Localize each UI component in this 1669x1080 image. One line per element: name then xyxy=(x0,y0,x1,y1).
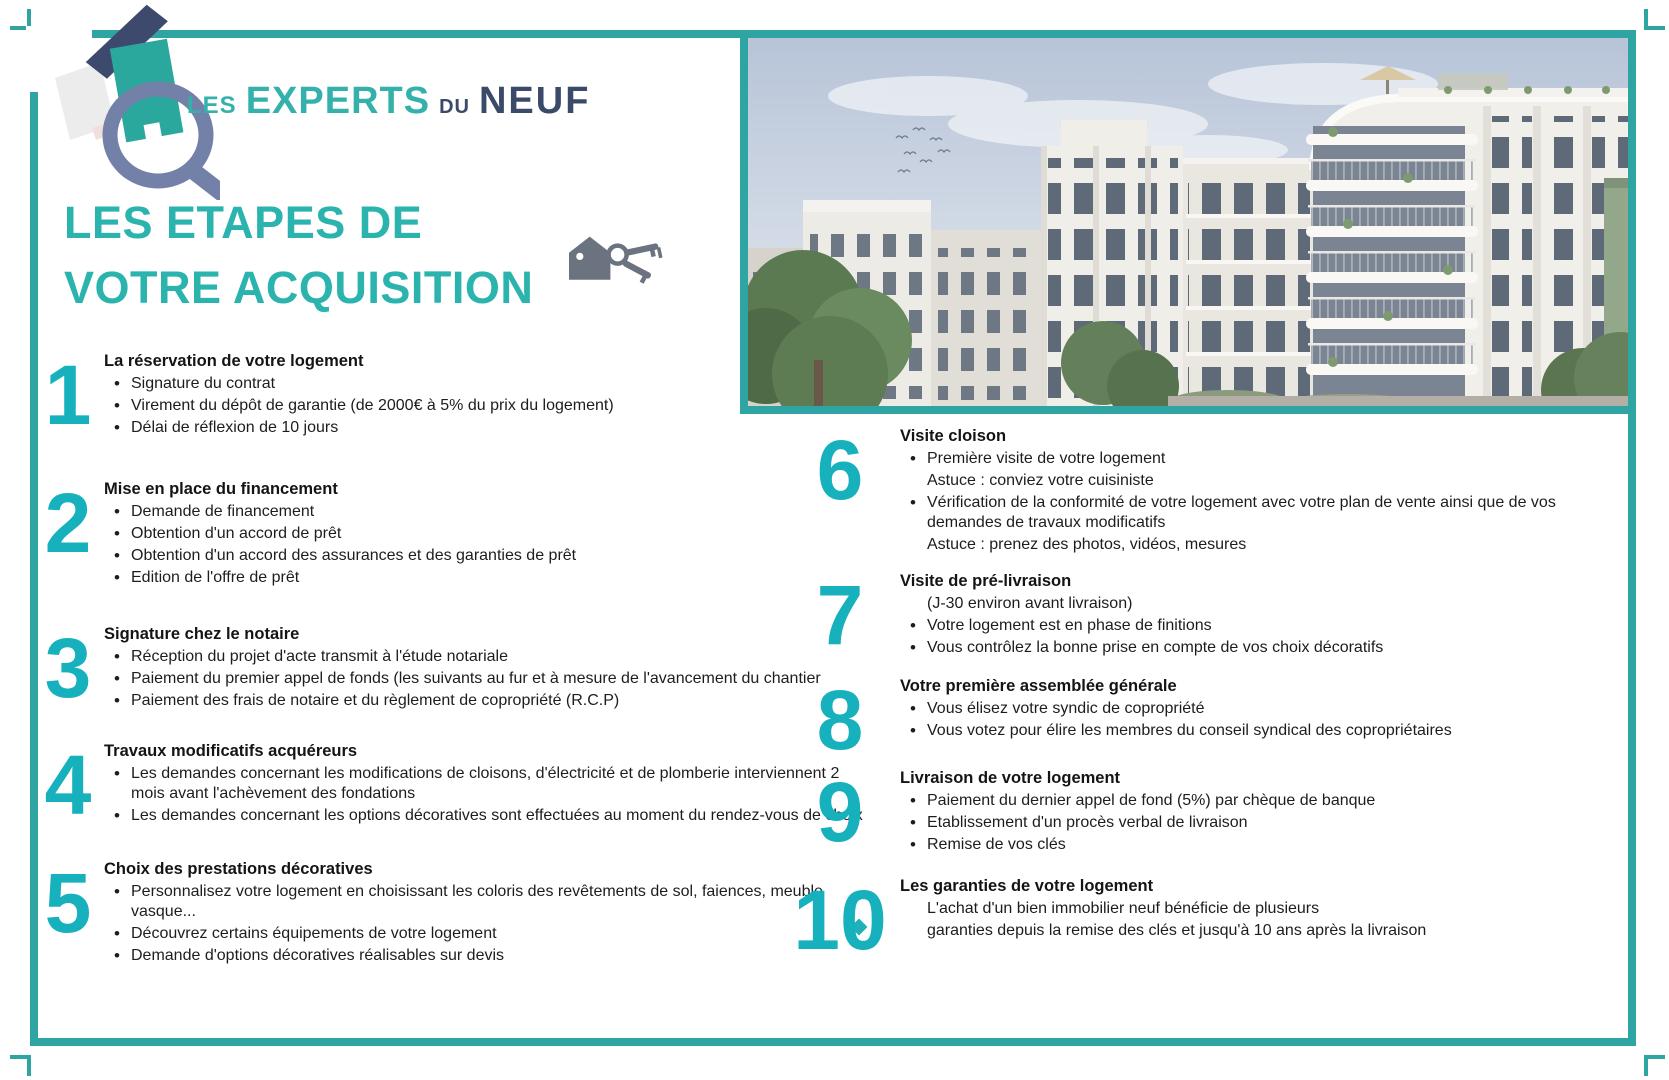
step-bullet-item: • Réception du projet d'acte transmit à l'étude notariale xyxy=(104,647,876,667)
step-heading: La réservation de votre logement xyxy=(104,352,364,370)
step-bullet-item: • Vous élisez votre syndic de copropriété xyxy=(900,699,1614,719)
step-heading: Livraison de votre logement xyxy=(900,769,1121,787)
step-bullet-item: • Vous contrôlez la bonne prise en compte de vos choix décoratifs xyxy=(900,638,1614,658)
step-1 xyxy=(40,348,876,442)
step-text-line: Astuce : conviez votre cuisiniste xyxy=(927,472,1154,489)
step-bullet-item: • Vous votez pour élire les membres du conseil syndical des copropriétaires xyxy=(900,721,1614,741)
step-heading: Visite de pré-livraison xyxy=(900,572,1072,590)
step-1-content xyxy=(104,352,876,438)
step-bullet-item: • Découvrez certains équipements de votre logement xyxy=(104,924,876,944)
step-3-number: 3 xyxy=(44,621,92,715)
step-9-content xyxy=(900,769,1614,855)
step-bullet-item: • Votre logement est en phase de finitions xyxy=(900,616,1614,636)
step-heading: Les garanties de votre logement xyxy=(900,877,1154,895)
house-keys-icon xyxy=(558,224,670,296)
step-heading: Mise en place du financement xyxy=(104,480,338,498)
step-heading: Travaux modificatifs acquéreurs xyxy=(104,742,358,760)
step-bullet-item: • Personnalisez votre logement en choisissant les coloris des revêtements de sol, faiences, meuble vasque... xyxy=(104,882,876,922)
corner-bracket-icon xyxy=(10,1055,31,1076)
step-heading: Choix des prestations décoratives xyxy=(104,860,373,878)
step-bullet-item: • Paiement du dernier appel de fond (5%) par chèque de banque xyxy=(900,791,1614,811)
step-bullet-item: • Obtention d'un accord des assurances et des garanties de prêt xyxy=(104,546,876,566)
step-2 xyxy=(40,476,876,588)
step-5 xyxy=(40,856,876,966)
step-text-line: Astuce : prenez des photos, vidéos, mesures xyxy=(927,536,1247,553)
step-6-number: 6 xyxy=(816,423,864,517)
step-5-content xyxy=(104,860,876,966)
step-bullet-item: • Paiement des frais de notaire et du règlement de copropriété (R.C.P) xyxy=(104,691,876,711)
step-6-content xyxy=(900,427,1614,555)
step-8-number: 8 xyxy=(816,673,864,767)
step-bullet-item: • Demande de financement xyxy=(104,502,876,522)
step-1-number: 1 xyxy=(44,348,92,442)
corner-bracket-icon xyxy=(1644,9,1665,30)
step-text-line: L'achat d'un bien immobilier neuf bénéficie de plusieurs xyxy=(927,900,1320,917)
step-bullet-item: • Edition de l'offre de prêt xyxy=(104,568,876,588)
step-heading: Signature chez le notaire xyxy=(104,625,300,643)
step-heading: Visite cloison xyxy=(900,427,1007,445)
step-bullet-item: • Paiement du premier appel de fonds (les suivants au fur et à mesure de l'avancement du chantier xyxy=(104,669,876,689)
step-text-line: garanties depuis la remise des clés et jusqu'à 10 ans après la livraison xyxy=(927,922,1427,939)
step-4 xyxy=(40,738,876,832)
step-8 xyxy=(790,673,1614,767)
step-7 xyxy=(790,568,1614,662)
step-bullet-item: • Délai de réflexion de 10 jours xyxy=(104,418,876,438)
step-text-line: (J-30 environ avant livraison) xyxy=(927,595,1133,612)
step-bullet-item: • Remise de vos clés xyxy=(900,835,1614,855)
step-bullet-item: • Vérification de la conformité de votre logement avec votre plan de vente ainsi que de vos demandes de travaux modificatifs xyxy=(900,493,1614,533)
residential-building-photo xyxy=(748,38,1628,406)
page-title-line2: VOTRE ACQUISITION xyxy=(64,262,534,313)
step-2-content xyxy=(104,480,876,588)
brand-experts: EXPERTS xyxy=(245,80,431,122)
step-3 xyxy=(40,621,876,715)
step-10-content xyxy=(900,877,1614,941)
page-title-line1: LES ETAPES DE xyxy=(64,197,423,248)
step-9-number: 9 xyxy=(816,765,864,859)
step-heading: Votre première assemblée générale xyxy=(900,677,1177,695)
step-6 xyxy=(790,423,1614,555)
corner-bracket-icon xyxy=(1644,1055,1665,1076)
step-10 xyxy=(790,873,1614,967)
brand-wordmark xyxy=(187,80,590,123)
step-bullet-item: • Les demandes concernant les options décoratives sont effectuées au moment du rendez-vous de choix xyxy=(104,806,876,826)
brand-neuf: NEUF xyxy=(478,80,591,122)
brand-les: LES xyxy=(187,92,237,119)
step-7-number: 7 xyxy=(816,568,864,662)
brand-du: DU xyxy=(439,96,470,118)
step-bullet-item: • Signature du contrat xyxy=(104,374,876,394)
step-10-number: 10 xyxy=(793,873,887,967)
step-bullet-item: • Demande d'options décoratives réalisables sur devis xyxy=(104,946,876,966)
step-5-number: 5 xyxy=(44,856,92,950)
step-bullet-item: • Première visite de votre logement xyxy=(900,449,1614,469)
step-bullet-item: • Les demandes concernant les modifications de cloisons, d'électricité et de plomberie interviennent 2 mois avant l'achèvement des fondations xyxy=(104,764,876,804)
step-8-content xyxy=(900,677,1614,741)
step-9 xyxy=(790,765,1614,859)
step-7-content xyxy=(900,572,1614,658)
step-3-content xyxy=(104,625,876,711)
step-bullet-item: • Virement du dépôt de garantie (de 2000€ à 5% du prix du logement) xyxy=(104,396,876,416)
step-4-number: 4 xyxy=(44,738,92,832)
step-2-number: 2 xyxy=(44,476,92,570)
step-bullet-item: • Etablissement d'un procès verbal de livraison xyxy=(900,813,1614,833)
step-bullet-item: • Obtention d'un accord de prêt xyxy=(104,524,876,544)
step-4-content xyxy=(104,742,876,826)
